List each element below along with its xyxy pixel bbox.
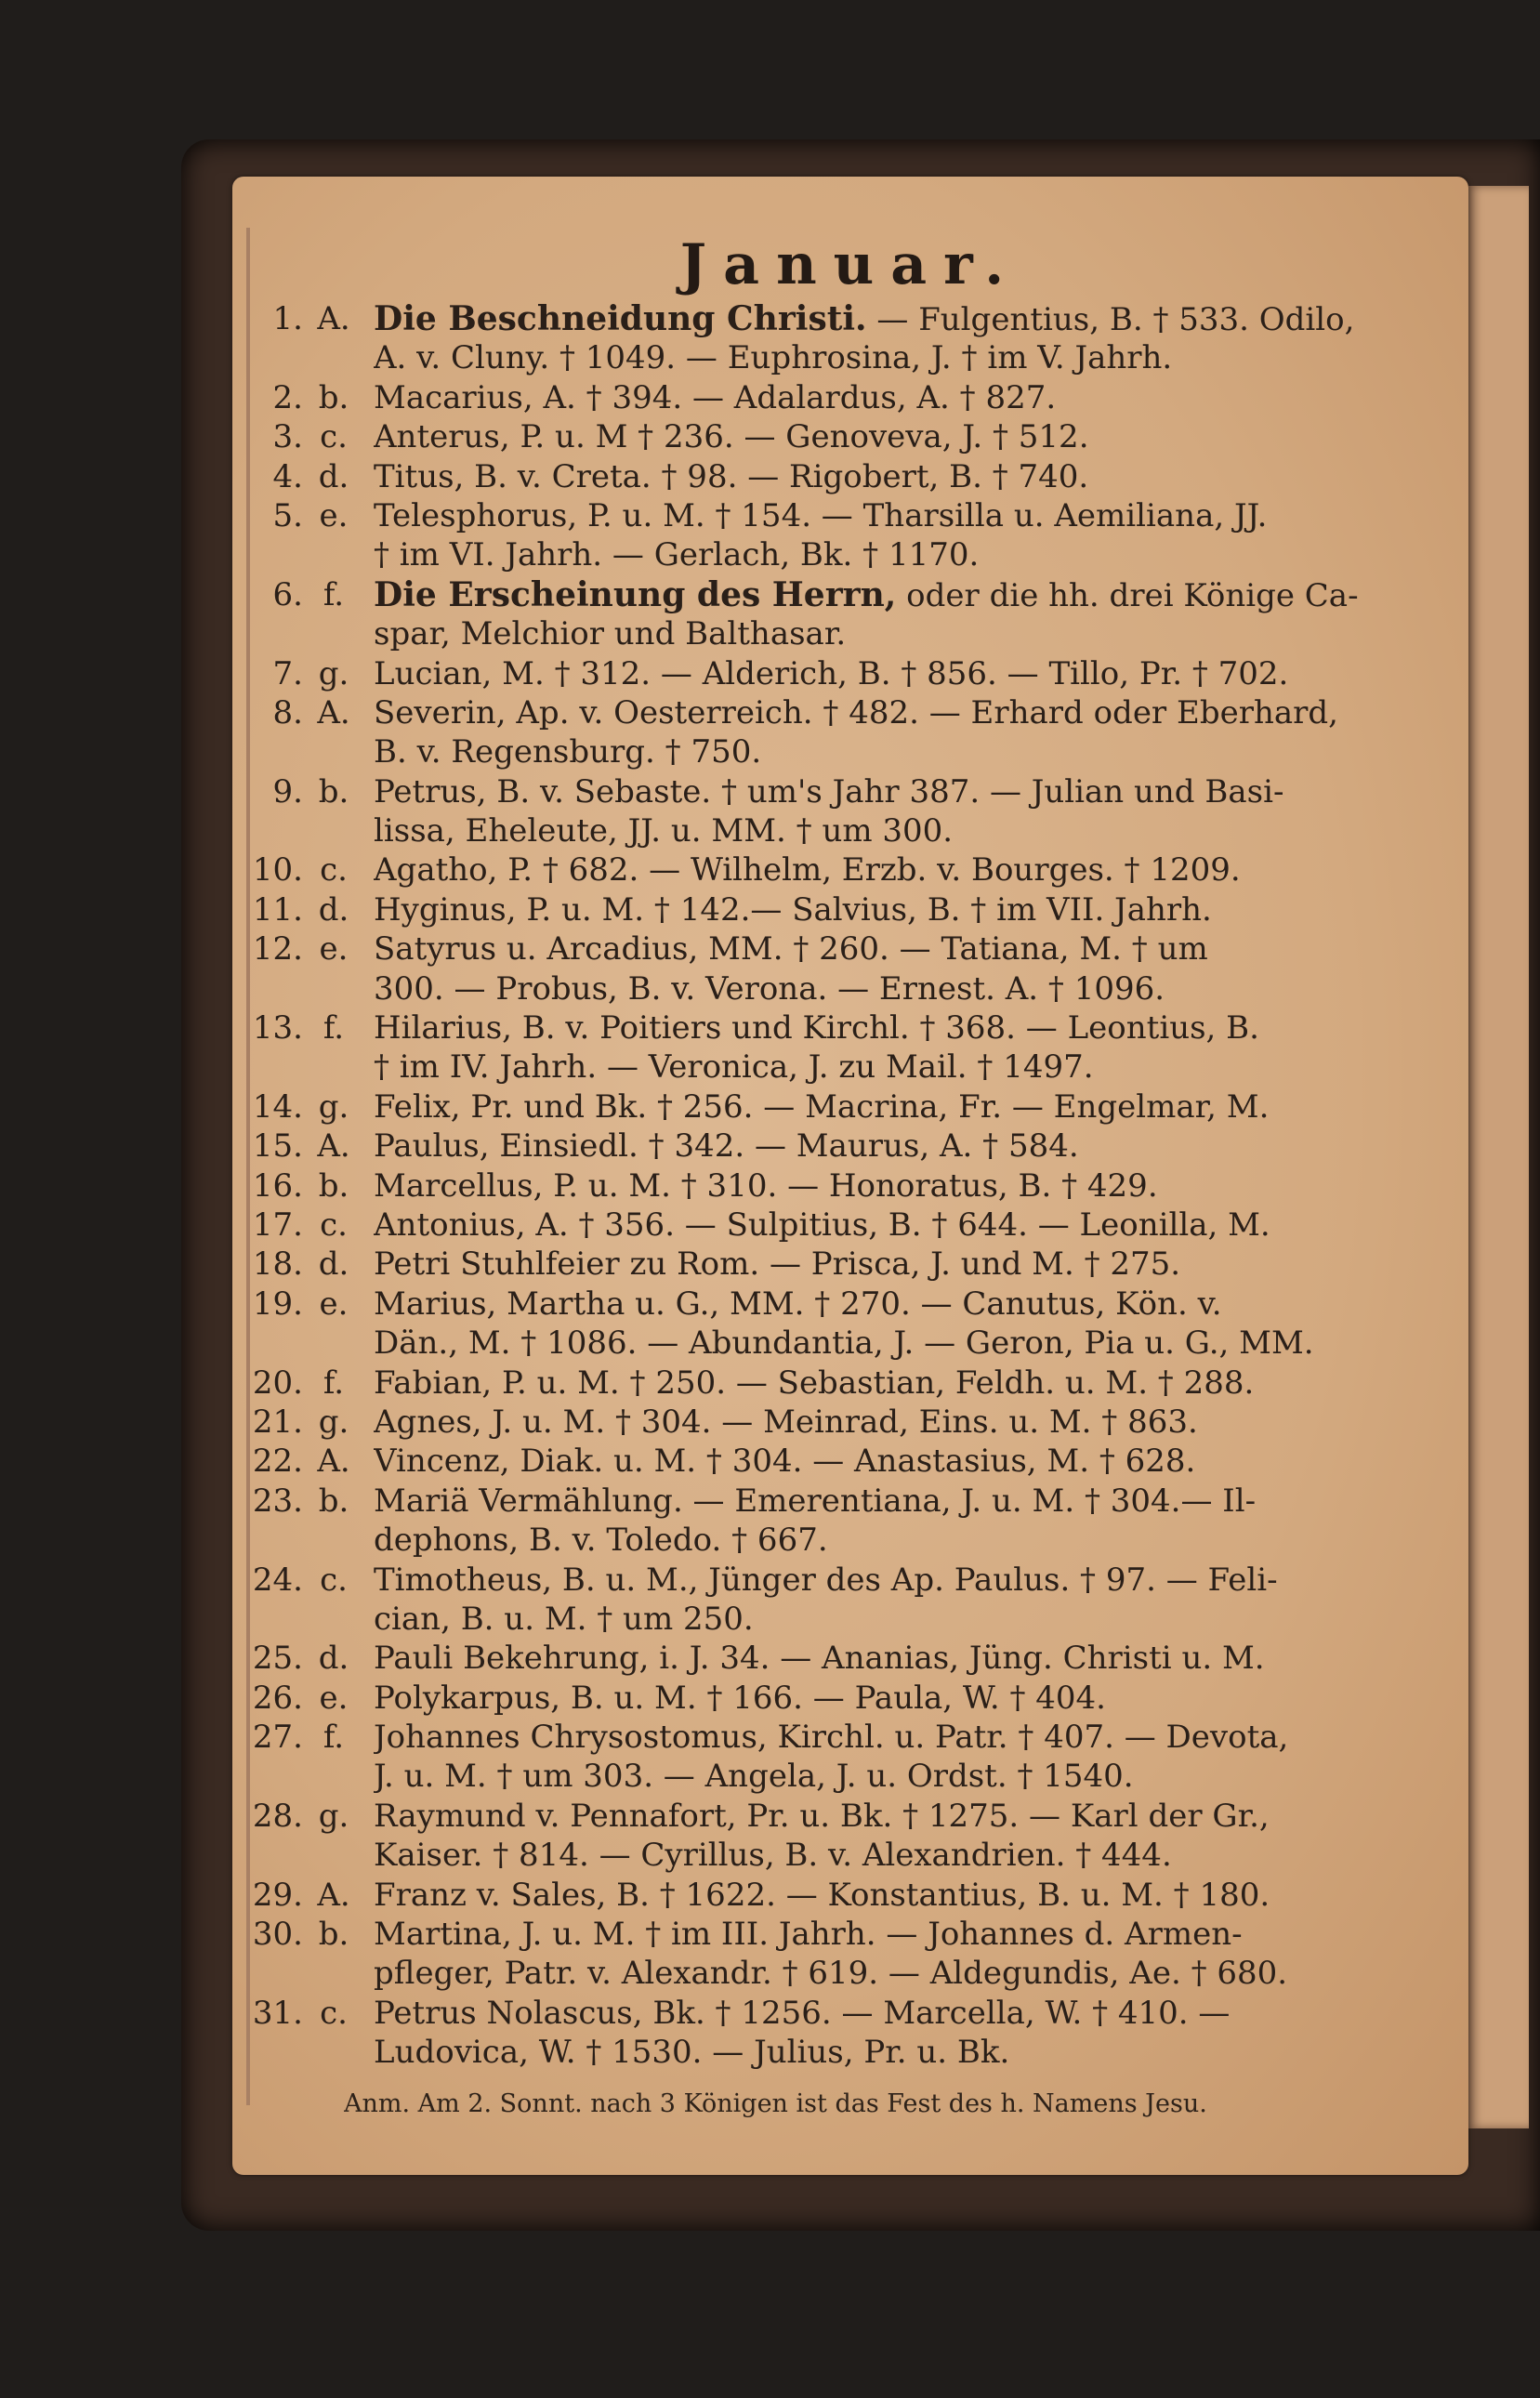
calendar-entry bbox=[0, 929, 1540, 1008]
entry-line bbox=[0, 1127, 1540, 1166]
day-number: 24. bbox=[252, 1561, 303, 1599]
entry-line bbox=[0, 1561, 1540, 1600]
entry-text-content: Felix, Pr. und Bk. † 256. — Macrina, Fr. — Engelmar, M. bbox=[374, 1087, 1270, 1126]
entry-text-content: † im IV. Jahrh. — Veronica, J. zu Mail. † 1497. bbox=[374, 1048, 1094, 1087]
entry-text bbox=[374, 378, 1387, 417]
entry-text-content: Hilarius, B. v. Poitiers und Kirchl. † 368. — Leontius, B. bbox=[374, 1009, 1259, 1047]
entry-text-content: Kaiser. † 814. — Cyrillus, B. v. Alexandrien. † 444. bbox=[374, 1837, 1172, 1875]
entry-text-content: Macarius, A. † 394. — Adalardus, A. † 827. bbox=[374, 378, 1057, 416]
entry-line bbox=[0, 1718, 1540, 1757]
calendar-entry bbox=[0, 1915, 1540, 1994]
entry-text-content: — Fulgentius, B. † 533. Odilo, bbox=[876, 301, 1355, 338]
calendar-entry bbox=[0, 1561, 1540, 1640]
day-number: 14. bbox=[252, 1087, 303, 1126]
dominical-letter: b. bbox=[318, 1482, 349, 1520]
entry-text bbox=[374, 338, 1387, 377]
entry-line bbox=[0, 1797, 1540, 1836]
calendar-entries bbox=[0, 299, 1540, 2073]
entry-text bbox=[374, 1876, 1387, 1915]
day-number: 16. bbox=[252, 1166, 303, 1205]
entry-line bbox=[0, 1954, 1540, 1993]
entry-text bbox=[374, 654, 1387, 693]
entry-text-content: Anterus, P. u. M † 236. — Genoveva, J. † 512. bbox=[374, 418, 1089, 456]
day-number: 9. bbox=[272, 772, 303, 810]
entry-line bbox=[0, 890, 1540, 929]
dominical-letter: e. bbox=[319, 1285, 349, 1323]
dominical-letter: d. bbox=[318, 457, 349, 495]
entry-text bbox=[374, 1639, 1387, 1678]
entry-line bbox=[0, 575, 1540, 614]
entry-text-content: lissa, Eheleute, JJ. u. MM. † um 300. bbox=[374, 812, 954, 850]
entry-text-content: Agnes, J. u. M. † 304. — Meinrad, Eins. u. M. † 863. bbox=[374, 1403, 1198, 1441]
entry-text bbox=[374, 2033, 1387, 2072]
day-number: 22. bbox=[252, 1443, 303, 1481]
calendar-entry bbox=[0, 1127, 1540, 1166]
entry-line bbox=[0, 1600, 1540, 1639]
entry-text-content: Marius, Martha u. G., MM. † 270. — Canutus, Kön. v. bbox=[374, 1285, 1222, 1323]
entry-text-content: Pauli Bekehrung, i. J. 34. — Ananias, Jüng. Christi u. M. bbox=[374, 1640, 1265, 1678]
entry-line bbox=[0, 1245, 1540, 1284]
entry-line bbox=[0, 772, 1540, 811]
calendar-entry bbox=[0, 1482, 1540, 1561]
entry-text bbox=[374, 811, 1387, 850]
calendar-entry bbox=[0, 1285, 1540, 1364]
dominical-letter: g. bbox=[318, 1403, 349, 1441]
calendar-entry bbox=[0, 1403, 1540, 1442]
entry-line bbox=[0, 378, 1540, 417]
entry-text bbox=[374, 929, 1387, 968]
entry-line bbox=[0, 1403, 1540, 1442]
entry-text-content: J. u. M. † um 303. — Angela, J. u. Ordst. † 1540. bbox=[374, 1758, 1134, 1796]
entry-text-content: Franz v. Sales, B. † 1622. — Konstantius, B. u. M. † 180. bbox=[374, 1876, 1270, 1914]
entry-text-content: B. v. Regensburg. † 750. bbox=[374, 733, 762, 771]
entry-text-content: oder die hh. drei Könige Ca- bbox=[906, 576, 1359, 614]
entry-line bbox=[0, 1915, 1540, 1954]
entry-line bbox=[0, 1087, 1540, 1127]
day-number: 18. bbox=[252, 1245, 303, 1284]
entry-text-content: Ludovica, W. † 1530. — Julius, Pr. u. Bk. bbox=[374, 2034, 1010, 2072]
day-number: 4. bbox=[272, 457, 303, 495]
entry-text bbox=[374, 1047, 1387, 1087]
calendar-entry bbox=[0, 378, 1540, 417]
entry-text-content: Petri Stuhlfeier zu Rom. — Prisca, J. und M. † 275. bbox=[374, 1245, 1181, 1284]
entry-text-content: Telesphorus, P. u. M. † 154. — Tharsilla u. Aemiliana, JJ. bbox=[374, 496, 1268, 534]
entry-text-content: Paulus, Einsiedl. † 342. — Maurus, A. † 584. bbox=[374, 1127, 1079, 1166]
entry-line bbox=[0, 1166, 1540, 1206]
entry-text bbox=[374, 969, 1387, 1008]
calendar-entry bbox=[0, 1245, 1540, 1284]
day-number: 27. bbox=[252, 1719, 303, 1757]
day-number: 17. bbox=[252, 1206, 303, 1244]
entry-line bbox=[0, 693, 1540, 732]
entry-text bbox=[374, 1757, 1387, 1796]
entry-text bbox=[374, 299, 1387, 339]
entry-line bbox=[0, 417, 1540, 456]
dominical-letter: A. bbox=[317, 300, 350, 337]
entry-text-content: Mariä Vermählung. — Emerentiana, J. u. M. † 304.— Il- bbox=[374, 1482, 1257, 1520]
calendar-entry bbox=[0, 299, 1540, 378]
entry-text bbox=[374, 890, 1387, 929]
calendar-entry bbox=[0, 575, 1540, 654]
calendar-entry bbox=[0, 1442, 1540, 1481]
dominical-letter: f. bbox=[322, 1364, 345, 1402]
day-number: 2. bbox=[272, 378, 303, 416]
entry-text-content: Johannes Chrysostomus, Kirchl. u. Patr. † 407. — Devota, bbox=[374, 1719, 1289, 1757]
entry-text bbox=[374, 1521, 1387, 1560]
entry-line bbox=[0, 1047, 1540, 1087]
dominical-letter: A. bbox=[317, 1876, 350, 1914]
calendar-entry bbox=[0, 772, 1540, 851]
dominical-letter: d. bbox=[318, 890, 349, 929]
entry-line bbox=[0, 1364, 1540, 1403]
entry-text-content: Severin, Ap. v. Oesterreich. † 482. — Erhard oder Eberhard, bbox=[374, 693, 1338, 731]
entry-text bbox=[374, 417, 1387, 456]
entry-text-content: Marcellus, P. u. M. † 310. — Honoratus, B. † 429. bbox=[374, 1166, 1158, 1205]
entry-text-content: dephons, B. v. Toledo. † 667. bbox=[374, 1522, 828, 1560]
day-number: 15. bbox=[252, 1127, 303, 1166]
dominical-letter: A. bbox=[317, 1127, 350, 1166]
entry-text bbox=[374, 1166, 1387, 1206]
dominical-letter: e. bbox=[319, 1679, 349, 1717]
entry-text-content: † im VI. Jahrh. — Gerlach, Bk. † 1170. bbox=[374, 536, 980, 574]
day-number: 10. bbox=[252, 851, 303, 889]
dominical-letter: c. bbox=[320, 1994, 348, 2032]
entry-line bbox=[0, 1442, 1540, 1481]
entry-text-content: Antonius, A. † 356. — Sulpitius, B. † 644. — Leonilla, M. bbox=[374, 1206, 1270, 1244]
entry-text bbox=[374, 1403, 1387, 1442]
day-number: 26. bbox=[252, 1679, 303, 1717]
entry-line bbox=[0, 1679, 1540, 1718]
entry-text bbox=[374, 1087, 1387, 1127]
dominical-letter: c. bbox=[320, 418, 348, 456]
calendar-entry bbox=[0, 890, 1540, 929]
day-number: 5. bbox=[272, 496, 303, 534]
dominical-letter: c. bbox=[320, 851, 348, 889]
dominical-letter: b. bbox=[318, 772, 349, 810]
day-number: 19. bbox=[252, 1285, 303, 1323]
calendar-entry bbox=[0, 1639, 1540, 1678]
dominical-letter: f. bbox=[322, 1009, 345, 1047]
entry-text-content: spar, Melchior und Balthasar. bbox=[374, 615, 847, 653]
entry-text bbox=[374, 1442, 1387, 1481]
day-number: 6. bbox=[272, 575, 303, 613]
dominical-letter: f. bbox=[322, 1719, 345, 1757]
entry-line bbox=[0, 654, 1540, 693]
entry-text-content: Polykarpus, B. u. M. † 166. — Paula, W. † 404. bbox=[374, 1679, 1106, 1717]
calendar-entry bbox=[0, 1087, 1540, 1127]
entry-text-content: Fabian, P. u. M. † 250. — Sebastian, Feldh. u. M. † 288. bbox=[374, 1364, 1255, 1402]
entry-text bbox=[374, 1245, 1387, 1284]
calendar-entry bbox=[0, 1797, 1540, 1876]
entry-line bbox=[0, 929, 1540, 968]
dominical-letter: g. bbox=[318, 1087, 349, 1126]
entry-text bbox=[374, 575, 1387, 615]
feast-title: Die Erscheinung des Herrn, bbox=[374, 574, 897, 614]
calendar-entry bbox=[0, 1679, 1540, 1718]
entry-text bbox=[374, 496, 1387, 535]
day-number: 28. bbox=[252, 1797, 303, 1835]
day-number: 3. bbox=[272, 418, 303, 456]
entry-text-content: Lucian, M. † 312. — Alderich, B. † 856. — Tillo, Pr. † 702. bbox=[374, 654, 1289, 692]
month-title: Januar. bbox=[679, 232, 1021, 297]
calendar-entry bbox=[0, 850, 1540, 889]
entry-line bbox=[0, 299, 1540, 338]
entry-line bbox=[0, 1639, 1540, 1678]
entry-line bbox=[0, 1324, 1540, 1363]
entry-text bbox=[374, 1364, 1387, 1403]
calendar-entry bbox=[0, 496, 1540, 575]
day-number: 25. bbox=[252, 1640, 303, 1678]
dominical-letter: e. bbox=[319, 496, 349, 534]
entry-text bbox=[374, 1561, 1387, 1600]
dominical-letter: g. bbox=[318, 1797, 349, 1835]
entry-text bbox=[374, 693, 1387, 732]
entry-line bbox=[0, 732, 1540, 771]
calendar-entry bbox=[0, 457, 1540, 496]
calendar-entry bbox=[0, 1364, 1540, 1403]
calendar-entry bbox=[0, 1876, 1540, 1915]
entry-text bbox=[374, 1836, 1387, 1875]
entry-text-content: pfleger, Patr. v. Alexandr. † 619. — Aldegundis, Ae. † 680. bbox=[374, 1955, 1288, 1993]
calendar-entry bbox=[0, 654, 1540, 693]
dominical-letter: c. bbox=[320, 1206, 348, 1244]
entry-line bbox=[0, 1482, 1540, 1521]
dominical-letter: b. bbox=[318, 1166, 349, 1205]
entry-text bbox=[374, 1206, 1387, 1245]
entry-text bbox=[374, 1127, 1387, 1166]
entry-text-content: Martina, J. u. M. † im III. Jahrh. — Johannes d. Armen- bbox=[374, 1916, 1243, 1954]
entry-text bbox=[374, 1994, 1387, 2033]
entry-line bbox=[0, 1757, 1540, 1796]
calendar-entry bbox=[0, 417, 1540, 456]
entry-text-content: Titus, B. v. Creta. † 98. — Rigobert, B. † 740. bbox=[374, 457, 1089, 495]
dominical-letter: b. bbox=[318, 378, 349, 416]
entry-line bbox=[0, 1836, 1540, 1875]
day-number: 12. bbox=[252, 930, 303, 968]
entry-text bbox=[374, 457, 1387, 496]
entry-text bbox=[374, 535, 1387, 574]
entry-text bbox=[374, 1718, 1387, 1757]
entry-text-content: Raymund v. Pennafort, Pr. u. Bk. † 1275. — Karl der Gr., bbox=[374, 1797, 1270, 1835]
calendar-entry bbox=[0, 1206, 1540, 1245]
entry-line bbox=[0, 850, 1540, 889]
entry-text bbox=[374, 1915, 1387, 1954]
entry-text-content: Dän., M. † 1086. — Abundantia, J. — Geron, Pia u. G., MM. bbox=[374, 1324, 1314, 1363]
dominical-letter: g. bbox=[318, 654, 349, 692]
entry-text bbox=[374, 1600, 1387, 1639]
entry-text-content: Petrus Nolascus, Bk. † 1256. — Marcella, W. † 410. — bbox=[374, 1994, 1231, 2032]
day-number: 23. bbox=[252, 1482, 303, 1520]
day-number: 13. bbox=[252, 1009, 303, 1047]
day-number: 1. bbox=[272, 300, 303, 337]
entry-line bbox=[0, 811, 1540, 850]
feast-title: Die Beschneidung Christi. bbox=[374, 299, 867, 338]
day-number: 21. bbox=[252, 1403, 303, 1441]
dominical-letter: c. bbox=[320, 1561, 348, 1599]
entry-text bbox=[374, 1797, 1387, 1836]
calendar-entry bbox=[0, 1008, 1540, 1087]
entry-line bbox=[0, 496, 1540, 535]
day-number: 29. bbox=[252, 1876, 303, 1914]
entry-line bbox=[0, 1285, 1540, 1324]
entry-text bbox=[374, 1285, 1387, 1324]
entry-text-content: Vincenz, Diak. u. M. † 304. — Anastasius, M. † 628. bbox=[374, 1443, 1196, 1481]
entry-line bbox=[0, 1994, 1540, 2033]
entry-line bbox=[0, 1206, 1540, 1245]
entry-text bbox=[374, 732, 1387, 771]
entry-text-content: 300. — Probus, B. v. Verona. — Ernest. A. † 1096. bbox=[374, 969, 1165, 1008]
entry-text bbox=[374, 1954, 1387, 1993]
entry-text-content: Agatho, P. † 682. — Wilhelm, Erzb. v. Bourges. † 1209. bbox=[374, 851, 1241, 889]
entry-text-content: Satyrus u. Arcadius, MM. † 260. — Tatiana, M. † um bbox=[374, 930, 1208, 968]
entry-text bbox=[374, 850, 1387, 889]
dominical-letter: d. bbox=[318, 1245, 349, 1284]
day-number: 30. bbox=[252, 1916, 303, 1954]
entry-line bbox=[0, 1876, 1540, 1915]
entry-text bbox=[374, 1008, 1387, 1047]
entry-text bbox=[374, 1679, 1387, 1718]
calendar-entry bbox=[0, 693, 1540, 772]
entry-text-content: A. v. Cluny. † 1049. — Euphrosina, J. † im V. Jahrh. bbox=[374, 339, 1173, 377]
entry-line bbox=[0, 535, 1540, 574]
entry-line bbox=[0, 969, 1540, 1008]
entry-line bbox=[0, 1521, 1540, 1560]
entry-line bbox=[0, 2033, 1540, 2072]
day-number: 8. bbox=[272, 693, 303, 731]
entry-line bbox=[0, 1008, 1540, 1047]
entry-line bbox=[0, 614, 1540, 653]
entry-text bbox=[374, 1482, 1387, 1521]
calendar-entry bbox=[0, 1994, 1540, 2073]
entry-text-content: Hyginus, P. u. M. † 142.— Salvius, B. † im VII. Jahrh. bbox=[374, 890, 1212, 929]
day-number: 7. bbox=[272, 654, 303, 692]
dominical-letter: b. bbox=[318, 1916, 349, 1954]
entry-text bbox=[374, 614, 1387, 653]
entry-line bbox=[0, 338, 1540, 377]
dominical-letter: A. bbox=[317, 693, 350, 731]
entry-line bbox=[0, 457, 1540, 496]
entry-text-content: Petrus, B. v. Sebaste. † um's Jahr 387. — Julian und Basi- bbox=[374, 772, 1284, 810]
dominical-letter: e. bbox=[319, 930, 349, 968]
day-number: 31. bbox=[252, 1994, 303, 2032]
entry-text-content: Timotheus, B. u. M., Jünger des Ap. Paulus. † 97. — Feli- bbox=[374, 1561, 1278, 1599]
dominical-letter: d. bbox=[318, 1640, 349, 1678]
footnote: Anm. Am 2. Sonnt. nach 3 Königen ist das Fest des h. Namens Jesu. bbox=[344, 2089, 1207, 2118]
entry-text bbox=[374, 772, 1387, 811]
dominical-letter: A. bbox=[317, 1443, 350, 1481]
calendar-entry bbox=[0, 1166, 1540, 1206]
calendar-entry bbox=[0, 1718, 1540, 1797]
dominical-letter: f. bbox=[322, 575, 345, 613]
day-number: 20. bbox=[252, 1364, 303, 1402]
entry-text bbox=[374, 1324, 1387, 1363]
day-number: 11. bbox=[252, 890, 303, 929]
entry-text-content: cian, B. u. M. † um 250. bbox=[374, 1600, 754, 1638]
